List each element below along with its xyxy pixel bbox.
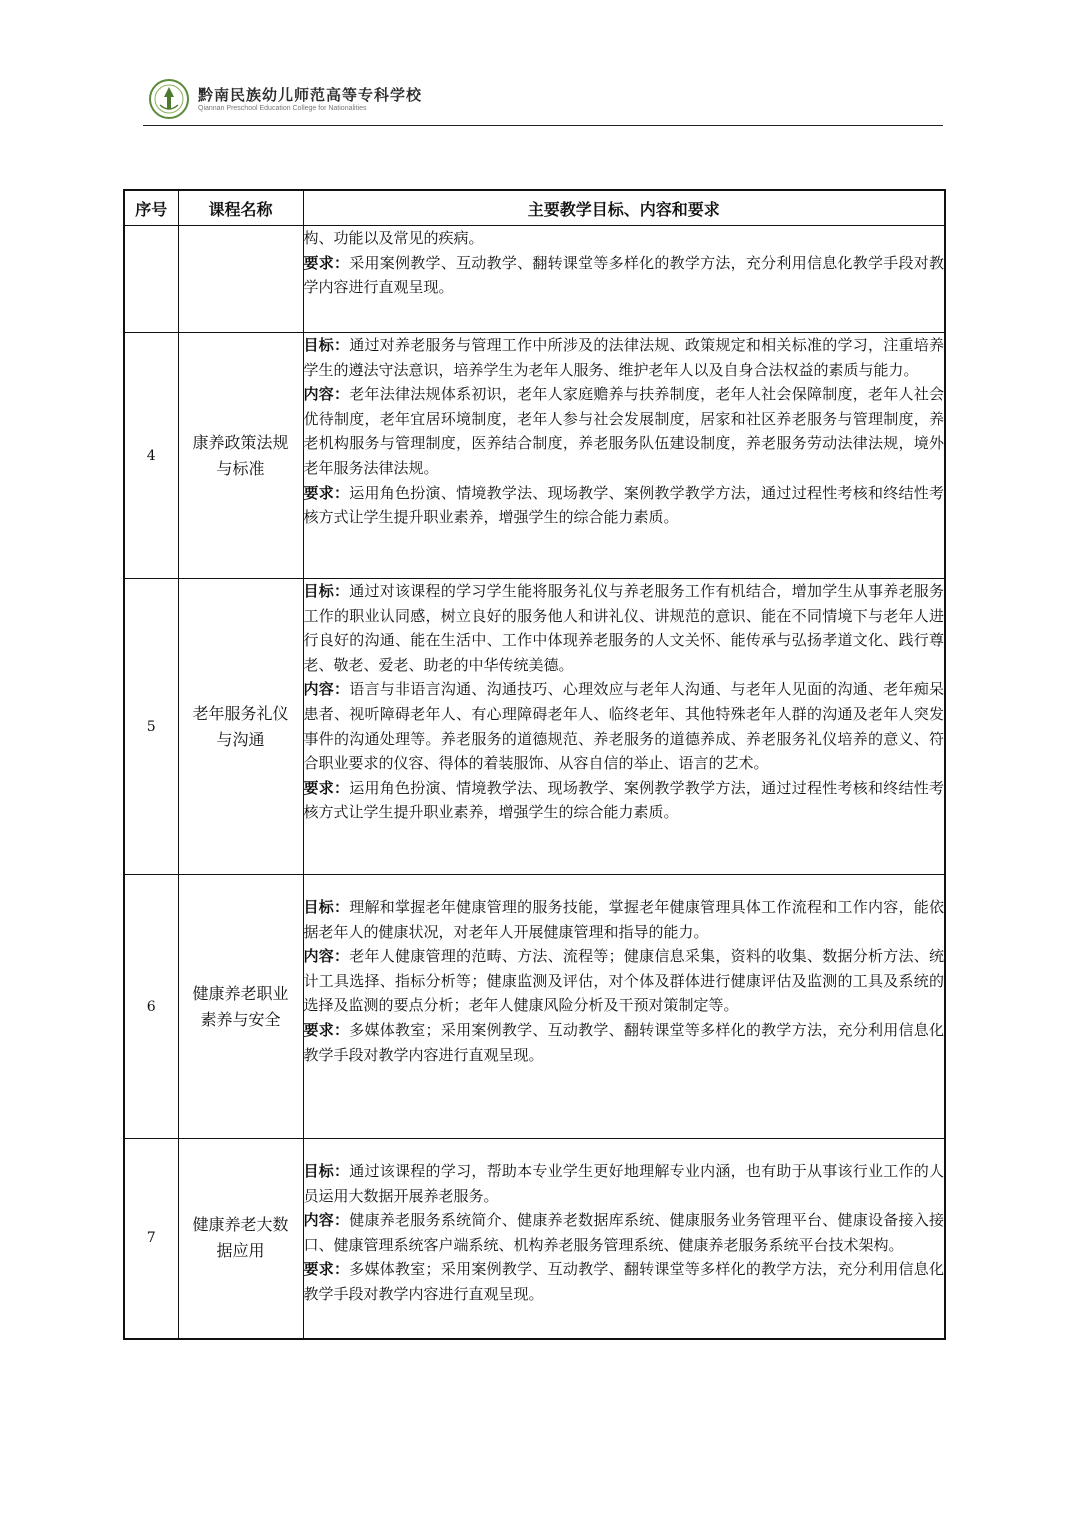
table-row	[124, 875, 945, 1139]
table-row	[124, 333, 945, 579]
requirement-paragraph: 要求：多媒体教室；采用案例教学、互动教学、翻转课堂等多样化的教学方法，充分利用信息化教学手段对教学内容进行直观呈现。	[303, 1260, 944, 1303]
content-paragraph: 内容：老年法律法规体系初识，老年人家庭赡养与扶养制度，老年人社会保障制度，老年人社会优待制度，老年宜居环境制度，老年人参与社会发展制度，居家和社区养老服务与管理制度，养老机构服务与管理制度，医养结合制度，养老服务队伍建设制度，养老服务劳动法律法规，境外老年服务法律法规。	[303, 385, 944, 477]
content-paragraph: 内容：语言与非语言沟通、沟通技巧、心理效应与老年人沟通、与老年人见面的沟通、老年痴呆患者、视听障碍老年人、有心理障碍老年人、临终老年、其他特殊老年人群的沟通及老年人突发事件的沟通处理等。养老服务的道德规范、养老服务的道德养成、养老服务礼仪培养的意义、符合职业要求的仪容、得体的着装服饰、从容自信的举止、语言的艺术。	[303, 680, 944, 773]
school-name-cn: 黔南民族幼儿师范高等专科学校	[198, 86, 423, 104]
cell-num: 4	[124, 333, 178, 579]
content-line: 构、功能以及常见的疾病。	[303, 229, 484, 247]
cell-name: 健康养老职业 素养与安全	[178, 875, 303, 1139]
cell-num: 5	[124, 579, 178, 875]
requirement-paragraph: 要求：运用角色扮演、情境教学法、现场教学、案例教学教学方法，通过过程性考核和终结性考核方式让学生提升职业素养，增强学生的综合能力素质。	[303, 483, 944, 527]
requirement-paragraph: 要求：多媒体教室；采用案例教学、互动教学、翻转课堂等多样化的教学方法，充分利用信息化教学手段对教学内容进行直观呈现。	[303, 1020, 944, 1064]
header-divider	[143, 125, 943, 126]
goal-paragraph: 目标：理解和掌握老年健康管理的服务技能，掌握老年健康管理具体工作流程和工作内容，能依据老年人的健康状况，对老年人开展健康管理和指导的能力。	[303, 898, 944, 941]
requirement-paragraph: 要求：运用角色扮演、情境教学法、现场教学、案例教学教学方法，通过过程性考核和终结性考核方式让学生提升职业素养，增强学生的综合能力素质。	[303, 778, 944, 822]
cell-name: 健康养老大数 据应用	[178, 1139, 303, 1339]
goal-paragraph: 目标：通过对养老服务与管理工作中所涉及的法律法规、政策规定和相关标准的学习，注重培养学生的遵法守法意识，培养学生为老年人服务、维护老年人以及自身合法权益的素质与能力。	[303, 336, 944, 379]
cell-name: 康养政策法规 与标准	[178, 333, 303, 579]
cell-num	[124, 226, 178, 333]
col-header-name: 课程名称	[178, 190, 303, 226]
cell-content	[303, 1139, 945, 1339]
table-row	[124, 579, 945, 875]
cell-content	[303, 579, 945, 875]
cell-content	[303, 226, 945, 333]
cell-name	[178, 226, 303, 333]
cell-content	[303, 333, 945, 579]
content-paragraph: 内容：健康养老服务系统简介、健康养老数据库系统、健康服务业务管理平台、健康设备接入接口、健康管理系统客户端系统、机构养老服务管理系统、健康养老服务系统平台技术架构。	[303, 1211, 944, 1254]
goal-paragraph: 目标：通过对该课程的学习学生能将服务礼仪与养老服务工作有机结合，增加学生从事养老服务工作的职业认同感，树立良好的服务他人和讲礼仪、讲规范的意识、能在不同情境下与老年人进行良好的沟通、能在生活中、工作中体现养老服务的人文关怀、能传承与弘扬孝道文化、践行尊老、敬老、爱老、助老的中华传统美德。	[303, 582, 944, 674]
col-header-num: 序号	[124, 190, 178, 226]
content-paragraph: 内容：老年人健康管理的范畴、方法、流程等；健康信息采集，资料的收集、数据分析方法、统计工具选择、指标分析等；健康监测及评估，对个体及群体进行健康评估及监测的工具及系统的选择及监测的要点分析；老年人健康风险分析及干预对策制定等。	[303, 947, 944, 1015]
table-row-continuation	[124, 226, 945, 333]
goal-paragraph: 目标：通过该课程的学习，帮助本专业学生更好地理解专业内涵，也有助于从事该行业工作的人员运用大数据开展养老服务。	[303, 1162, 944, 1205]
cell-content	[303, 875, 945, 1139]
table-header-row	[124, 190, 945, 226]
col-header-content: 主要教学目标、内容和要求	[303, 190, 945, 226]
school-name-en: Qiannan Preschool Education College for Nationalities	[198, 105, 367, 112]
table-row	[124, 1139, 945, 1339]
cell-num: 7	[124, 1139, 178, 1339]
course-table	[123, 189, 946, 1340]
cell-num: 6	[124, 875, 178, 1139]
page-header	[148, 78, 943, 126]
content-line: 要求：采用案例教学、互动教学、翻转课堂等多样化的教学方法，充分利用信息化教学手段对教学内容进行直观呈现。	[303, 253, 944, 297]
cell-name: 老年服务礼仪 与沟通	[178, 579, 303, 875]
school-logo-icon	[148, 78, 190, 120]
